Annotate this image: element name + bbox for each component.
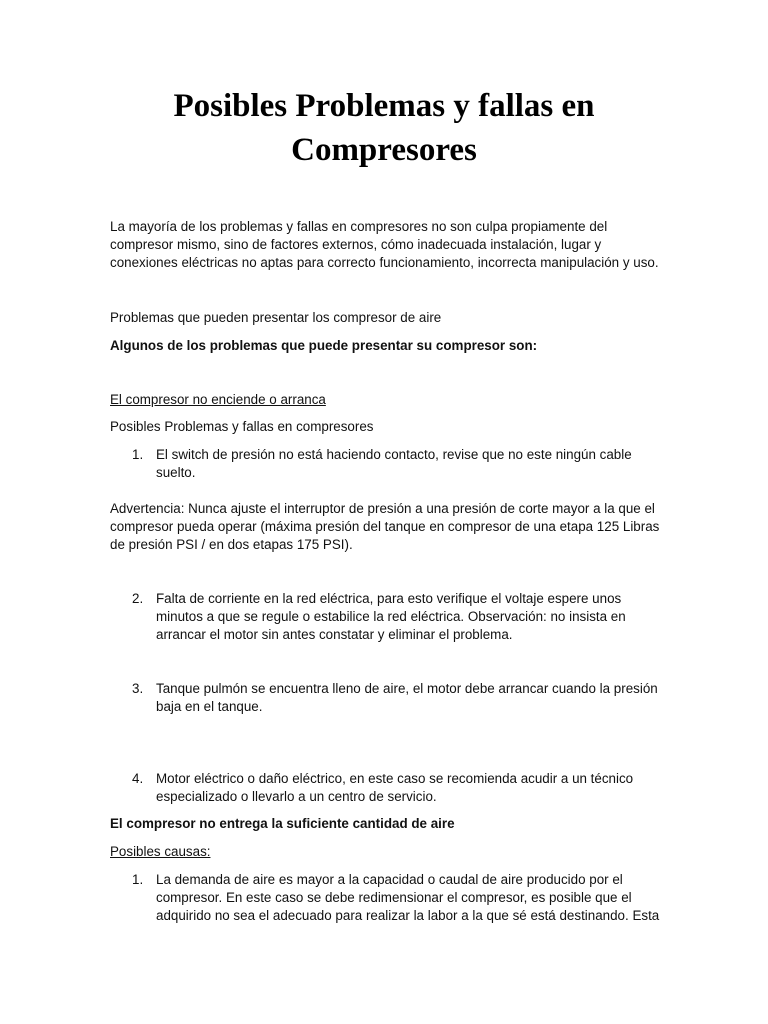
problems-bold-line: Algunos de los problemas que puede presentar su compresor son: bbox=[110, 338, 538, 353]
list-item-number: 4. bbox=[132, 771, 144, 786]
list-item-text: Falta de corriente en la red eléctrica, para esto verifique el voltaje espere unos minutos a que se regule o estabilice la red eléctrica. Observación: no insista en arrancar el motor sin antes constatar y eliminar el problema. bbox=[156, 591, 626, 642]
list-item-text: Motor eléctrico o daño eléctrico, en este caso se recomienda acudir a un técnico especializado o llevarlo a un centro de servicio. bbox=[156, 771, 634, 804]
problems-line: Problemas que pueden presentar los compresor de aire bbox=[110, 310, 442, 325]
list-item-number: 3. bbox=[132, 681, 144, 696]
warning-paragraph: Advertencia: Nunca ajuste el interruptor de presión a una presión de corte mayor a la que el compresor pueda operar (máxima presión del tanque en compresor de una etapa 125 Libras de presión PSI / en dos etapas 175 PSI). bbox=[110, 501, 660, 552]
intro-paragraph: La mayoría de los problemas y fallas en compresores no son culpa propiamente del compresor mismo, sino de factores externos, cómo inadecuada instalación, lugar y conexiones eléctricas no aptas para correcto funcionamiento, incorrecta manipulación y uso. bbox=[110, 219, 659, 270]
list-item-text: Tanque pulmón se encuentra lleno de aire, el motor debe arrancar cuando la presión baja en el tanque. bbox=[156, 681, 658, 714]
title-line-2: Compresores bbox=[291, 132, 477, 168]
list-item-number: 1. bbox=[132, 872, 144, 887]
title-line-1: Posibles Problemas y fallas en bbox=[173, 88, 595, 124]
list-item-text: La demanda de aire es mayor a la capacidad o caudal de aire producido por el compresor. En este caso se debe redimensionar el compresor, es posible que el adquirido no sea el adecuado para realizar la labor a la que sé está destinando. Esta bbox=[156, 872, 660, 923]
section2-heading: El compresor no entrega la suficiente cantidad de aire bbox=[110, 816, 455, 831]
section2-subheading: Posibles causas: bbox=[110, 844, 211, 859]
document-title bbox=[0, 84, 768, 172]
list-item-number: 2. bbox=[132, 591, 144, 606]
list-item-text: El switch de presión no está haciendo contacto, revise que no este ningún cable suelto. bbox=[156, 447, 632, 480]
list-item-number: 1. bbox=[132, 447, 144, 462]
section1-subheading: Posibles Problemas y fallas en compresores bbox=[110, 419, 374, 434]
section1-heading: El compresor no enciende o arranca bbox=[110, 392, 326, 407]
